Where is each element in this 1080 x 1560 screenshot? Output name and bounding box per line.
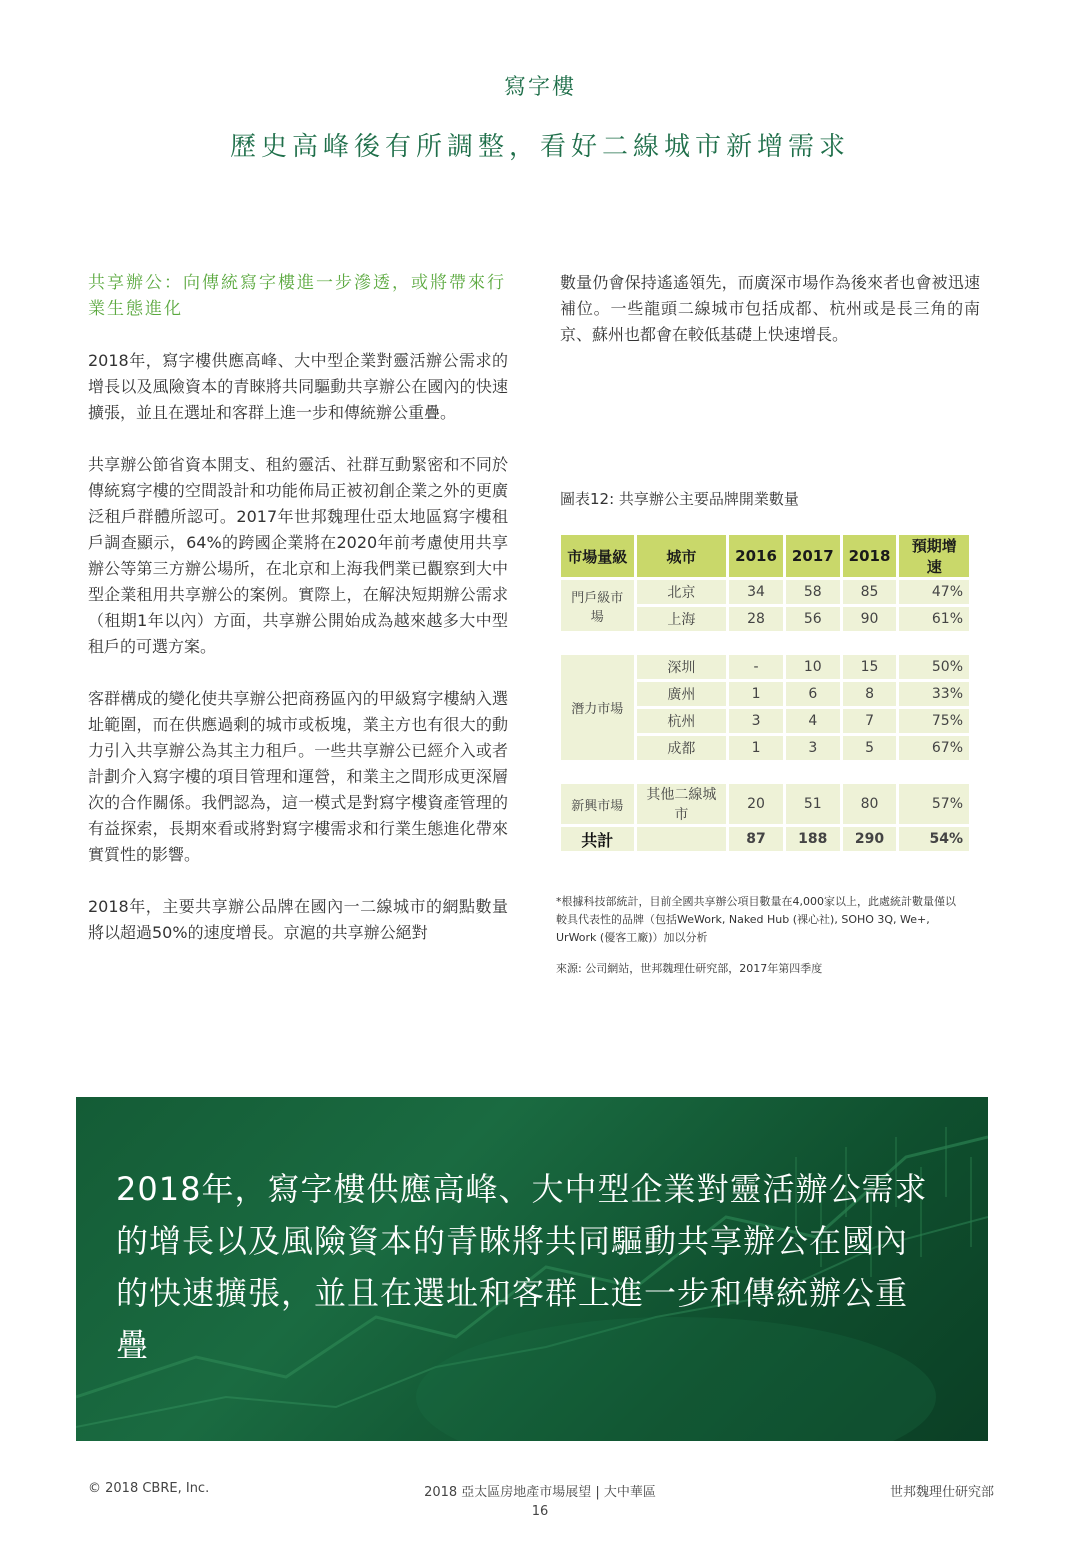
footer-publication: 2018 亞太區房地產市場展望 | 大中華區 (424, 1485, 656, 1500)
right-column (560, 270, 980, 348)
value-2016-cell: 3 (729, 709, 783, 733)
page-number: 16 (531, 1504, 549, 1519)
value-2017-cell: 56 (786, 607, 840, 631)
city-cell: 杭州 (637, 709, 727, 733)
table-title: 圖表12: 共享辦公主要品牌開業數量 (560, 490, 799, 508)
paragraph-3: 客群構成的變化使共享辦公把商務區內的甲級寫字樓納入選址範圍，而在供應過剩的城市或板塊，業主方也有很大的動力引入共享辦公為其主力租戶。一些共享辦公已經介入或者計劃介入寫字樓的項目管理和運營，和業主之間形成更深層次的合作關係。我們認為，這一模式是對寫字樓資產管理的有益探索，長期來看或將對寫字樓需求和行業生態進化帶來實質性的影響。 (88, 689, 508, 864)
growth-cell: 33% (899, 682, 969, 706)
table-row (561, 655, 969, 679)
city-cell: 其他二線城市 (637, 784, 727, 824)
value-2017-cell: 10 (786, 655, 840, 679)
value-2017-cell: 6 (786, 682, 840, 706)
paragraph-1: 2018年，寫字樓供應高峰、大中型企業對靈活辦公需求的增長以及風險資本的青睞將共同驅動共享辦公在國內的快速擴張，並且在選址和客群上進一步和傳統辦公重疊。 (88, 351, 508, 422)
table-row (561, 784, 969, 824)
city-cell: 上海 (637, 607, 727, 631)
growth-cell: 67% (899, 736, 969, 760)
total-growth-cell: 54% (899, 827, 969, 851)
value-2017-cell: 51 (786, 784, 840, 824)
total-2017-cell: 188 (786, 827, 840, 851)
total-label: 共計 (561, 827, 634, 851)
tier-cell: 潛力市場 (561, 655, 634, 760)
tier-cell: 門戶級市場 (561, 580, 634, 631)
total-city-cell (637, 827, 727, 851)
table-source: 來源: 公司網站，世邦魏理仕研究部，2017年第四季度 (556, 962, 823, 975)
table-header-row (561, 535, 969, 577)
header-growth: 預期增速 (899, 535, 969, 577)
value-2016-cell: 28 (729, 607, 783, 631)
footer-department: 世邦魏理仕研究部 (889, 1485, 994, 1500)
subhead: 共享辦公：向傳統寫字樓進一步滲透，或將帶來行業生態進化 (88, 273, 506, 319)
total-2018-cell: 290 (843, 827, 897, 851)
section-label: 寫字樓 (503, 75, 576, 100)
value-2018-cell: 7 (843, 709, 897, 733)
value-2018-cell: 8 (843, 682, 897, 706)
value-2016-cell: - (729, 655, 783, 679)
growth-cell: 47% (899, 580, 969, 604)
growth-cell: 61% (899, 607, 969, 631)
paragraph-2: 共享辦公節省資本開支、租約靈活、社群互動緊密和不同於傳統寫字樓的空間設計和功能佈局正被初創企業之外的更廣泛租戶群體所認可。2017年世邦魏理仕亞太地區寫字樓租戶調查顯示，64%的跨國企業將在2020年前考慮使用共享辦公等第三方辦公場所，在北京和上海我們業已觀察到大中型企業租用共享辦公的案例。實際上，在解決短期辦公需求（租期1年以內）方面，共享辦公開始成為越來越多大中型租戶的可選方案。 (88, 455, 508, 656)
value-2016-cell: 20 (729, 784, 783, 824)
total-2016-cell: 87 (729, 827, 783, 851)
value-2018-cell: 90 (843, 607, 897, 631)
value-2017-cell: 3 (786, 736, 840, 760)
city-cell: 廣州 (637, 682, 727, 706)
city-cell: 深圳 (637, 655, 727, 679)
banner-quote: 2018年，寫字樓供應高峰、大中型企業對靈活辦公需求的增長以及風險資本的青睞將共同驅動共享辦公在國內的快速擴張，並且在選址和客群上進一步和傳統辦公重疊 (116, 1170, 928, 1364)
table-row (561, 580, 969, 604)
growth-cell: 57% (899, 784, 969, 824)
quote-banner (76, 1097, 988, 1441)
city-cell: 北京 (637, 580, 727, 604)
value-2018-cell: 80 (843, 784, 897, 824)
city-cell: 成都 (637, 736, 727, 760)
growth-cell: 50% (899, 655, 969, 679)
footer-copyright: © 2018 CBRE, Inc. (88, 1481, 210, 1496)
header-2018: 2018 (843, 535, 897, 577)
header-2016: 2016 (729, 535, 783, 577)
paragraph-4: 2018年，主要共享辦公品牌在國內一二線城市的網點數量將以超過50%的速度增長。京滬的共享辦公絕對 (88, 897, 508, 942)
value-2016-cell: 34 (729, 580, 783, 604)
value-2018-cell: 15 (843, 655, 897, 679)
tier-cell: 新興市場 (561, 784, 634, 824)
value-2017-cell: 58 (786, 580, 840, 604)
value-2018-cell: 85 (843, 580, 897, 604)
header-city: 城市 (637, 535, 727, 577)
page-title: 歷史高峰後有所調整，看好二線城市新增需求 (229, 132, 850, 162)
header-2017: 2017 (786, 535, 840, 577)
value-2016-cell: 1 (729, 682, 783, 706)
paragraph-continued: 數量仍會保持遙遙領先，而廣深市場作為後來者也會被迅速補位。一些龍頭二線城市包括成都、杭州或是長三角的南京、蘇州也都會在較低基礎上快速增長。 (560, 273, 980, 344)
value-2018-cell: 5 (843, 736, 897, 760)
table-spacer (561, 634, 969, 652)
coworking-openings-table (558, 532, 972, 854)
growth-cell: 75% (899, 709, 969, 733)
table-total-row (561, 827, 969, 851)
header-tier: 市場量級 (561, 535, 634, 577)
value-2016-cell: 1 (729, 736, 783, 760)
table-spacer (561, 763, 969, 781)
table-footnote: *根據科技部統計，目前全國共享辦公項目數量在4,000家以上，此處統計數量僅以較具代表性的品牌（包括WeWork, Naked Hub (裸心社), SOHO 3Q, We+, UrWork (優客工廠)）加以分析 (556, 895, 956, 944)
value-2017-cell: 4 (786, 709, 840, 733)
left-column (88, 270, 508, 946)
